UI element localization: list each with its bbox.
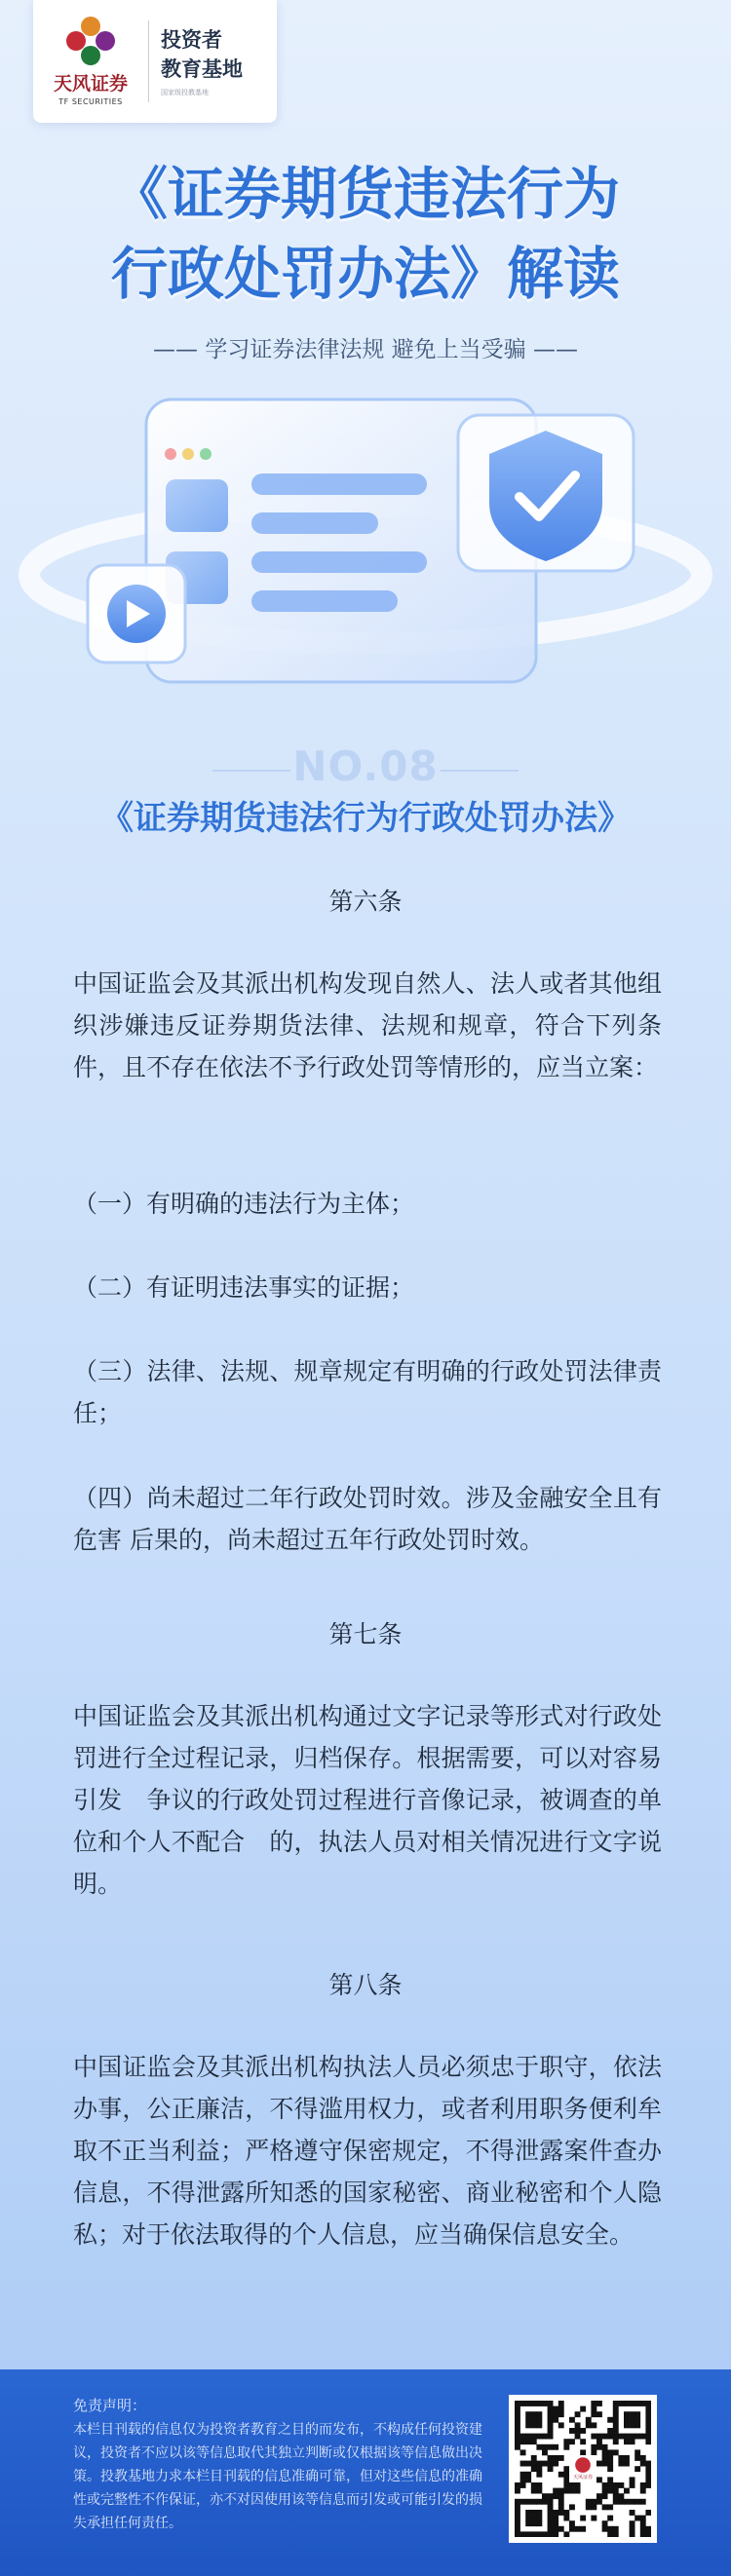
law-title: 《证券期货违法行为行政处罚办法》 <box>100 799 631 838</box>
brand-name-en: TF SECURITIES <box>58 97 123 106</box>
article-paragraph: （二）有证明违法事实的证据； <box>73 1273 415 1302</box>
shield-check-icon <box>458 415 634 571</box>
page-subtitle: —— 学习证券法律法规 避免上当受骗 —— <box>153 337 578 362</box>
section-number: NO.08 <box>292 742 439 790</box>
edu-base-line1: 投资者 <box>161 28 222 52</box>
article-paragraph: （三）法律、法规、规章规定有明确的行政处罚法律责任； <box>73 1357 662 1427</box>
logo-card <box>33 0 277 123</box>
hero-illustration <box>0 370 731 711</box>
section-number-rule-right <box>441 770 519 772</box>
edu-base-block <box>149 25 243 97</box>
qr-code-pattern <box>515 2401 651 2537</box>
article-paragraph: 中国证监会及其派出机构通过文字记录等形式对行政处罚进行全过程记录，归档保存。根据需要，可以对容易引发 争议的行政处罚过程进行音像记录，被调查的单位和个人不配合 的，执法人员对相关情况进行文字说明。 <box>73 1702 662 1898</box>
page-title-line1: 《证券期货违法行为 <box>110 161 620 227</box>
article-heading: 第六条 <box>328 888 403 916</box>
article-heading: 第七条 <box>328 1620 403 1648</box>
brand-name-cn: 天风证券 <box>53 73 128 95</box>
article-paragraph: 中国证监会及其派出机构发现自然人、法人或者其他组织涉嫌违反证券期货法律、法规和规章，符合下列条件，且不存在依法不予行政处罚等情形的，应当立案： <box>73 969 662 1081</box>
qr-code[interactable] <box>509 2395 657 2543</box>
qr-logo-icon <box>575 2457 591 2473</box>
qr-logo-label: 天风证券 <box>572 2475 594 2481</box>
edu-base-sub: 国家级投教基地 <box>161 89 209 96</box>
brand-block <box>33 17 148 106</box>
disclaimer-title: 免责声明： <box>73 2397 147 2414</box>
disclaimer-text: 本栏目刊载的信息仅为投资者教育之目的而发布，不构成任何投资建议，投资者不应以该等信息取代其独立判断或仅根据该等信息做出决策。投教基地力求本栏目刊载的信息准确可靠，但对这些信息的准确性或完整性不作保证，亦不对因使用该等信息而引发或可能引发的损失承担任何责任。 <box>73 2422 482 2531</box>
footer-disclaimer <box>0 2369 731 2576</box>
play-video-icon <box>88 565 185 663</box>
article-paragraph: 中国证监会及其派出机构执法人员必须忠于职守，依法办事，公正廉洁，不得滥用权力，或者利用职务便利牟取不正当利益；严格遵守保密规定，不得泄露案件查办信息，不得泄露所知悉的国家秘密、商业秘密和个人隐私；对于依法取得的个人信息，应当确保信息安全。 <box>73 2053 662 2249</box>
article-paragraph: （四）尚未超过二年行政处罚时效。涉及金融安全且有危害 后果的，尚未超过五年行政处罚时效。 <box>73 1484 662 1554</box>
page-title-line2: 行政处罚办法》解读 <box>110 241 620 307</box>
article-paragraph: （一）有明确的违法行为主体； <box>73 1190 415 1218</box>
article-heading: 第八条 <box>328 1971 403 1999</box>
brand-logo-icon <box>66 17 115 65</box>
edu-base-line2: 教育基地 <box>161 57 243 81</box>
